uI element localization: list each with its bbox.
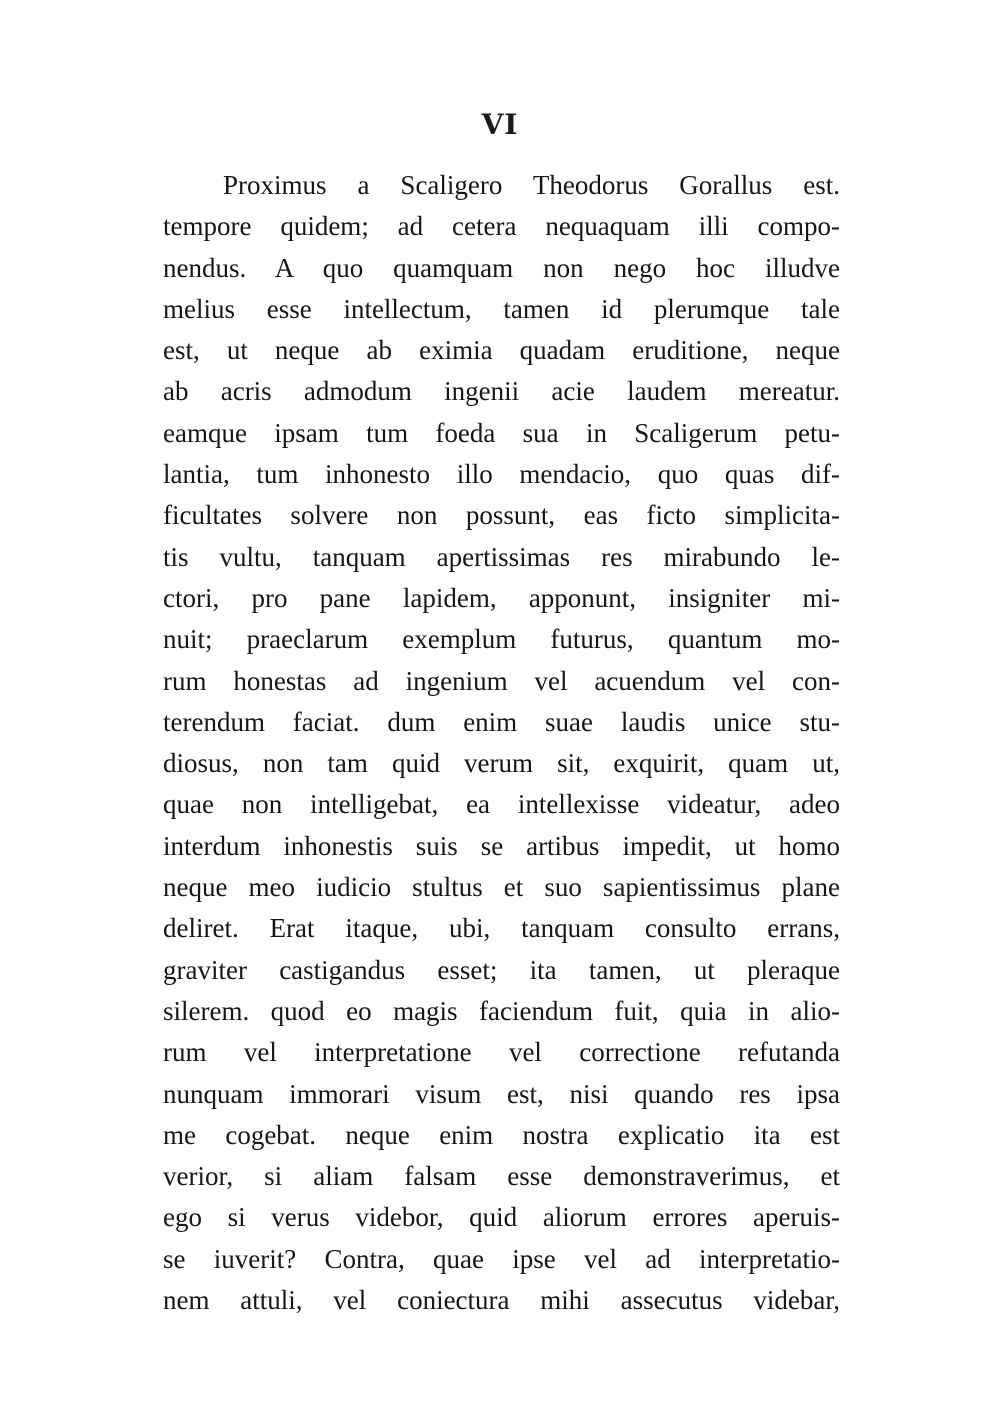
text-line: eamque ipsam tum foeda sua in Scaligerum petu- bbox=[163, 417, 840, 448]
text-line: interdum inhonestis suis se artibus impedit, ut homo bbox=[163, 830, 840, 861]
text-line: rum honestas ad ingenium vel acuendum vel con- bbox=[163, 665, 840, 696]
text-line: melius esse intellectum, tamen id plerumque tale bbox=[163, 293, 840, 324]
text-line: nuit; praeclarum exemplum futurus, quantum mo- bbox=[163, 624, 840, 655]
text-line: nendus. A quo quamquam non nego hoc illudve bbox=[163, 252, 840, 283]
text-line: graviter castigandus esset; ita tamen, ut pleraque bbox=[163, 954, 840, 985]
text-line: verior, si aliam falsam esse demonstraverimus, et bbox=[163, 1161, 840, 1192]
text-line: se iuverit? Contra, quae ipse vel ad interpretatio- bbox=[163, 1243, 840, 1274]
text-line: nem attuli, vel coniectura mihi assecutus videbar, bbox=[163, 1285, 840, 1316]
body-text bbox=[163, 165, 840, 1321]
text-line: ego si verus videbor, quid aliorum errores aperuis- bbox=[163, 1202, 840, 1233]
text-line: silerem. quod eo magis faciendum fuit, quia in alio- bbox=[163, 995, 840, 1026]
text-line: tempore quidem; ad cetera nequaquam illi compo- bbox=[163, 211, 840, 242]
text-line: nunquam immorari visum est, nisi quando res ipsa bbox=[163, 1078, 840, 1109]
text-line: me cogebat. neque enim nostra explicatio ita est bbox=[163, 1119, 840, 1150]
text-line: terendum faciat. dum enim suae laudis unice stu- bbox=[163, 706, 840, 737]
text-line: ab acris admodum ingenii acie laudem mereatur. bbox=[163, 376, 840, 407]
text-line: tis vultu, tanquam apertissimas res mirabundo le- bbox=[163, 541, 840, 572]
text-line: est, ut neque ab eximia quadam eruditione, neque bbox=[163, 335, 840, 366]
text-line: deliret. Erat itaque, ubi, tanquam consulto errans, bbox=[163, 913, 840, 944]
text-line: neque meo iudicio stultus et suo sapientissimus plane bbox=[163, 872, 840, 903]
text-line: quae non intelligebat, ea intellexisse videatur, adeo bbox=[163, 789, 840, 820]
text-line: Proximus a Scaligero Theodorus Gorallus est. bbox=[223, 170, 840, 200]
text-line: diosus, non tam quid verum sit, exquirit, quam ut, bbox=[163, 748, 840, 779]
page-number: VI bbox=[481, 108, 519, 141]
text-line: ficultates solvere non possunt, eas ficto simplicita- bbox=[163, 500, 840, 531]
text-line: ctori, pro pane lapidem, apponunt, insigniter mi- bbox=[163, 582, 840, 613]
text-line: rum vel interpretatione vel correctione refutanda bbox=[163, 1037, 840, 1068]
text-line: lantia, tum inhonesto illo mendacio, quo quas dif- bbox=[163, 459, 840, 490]
